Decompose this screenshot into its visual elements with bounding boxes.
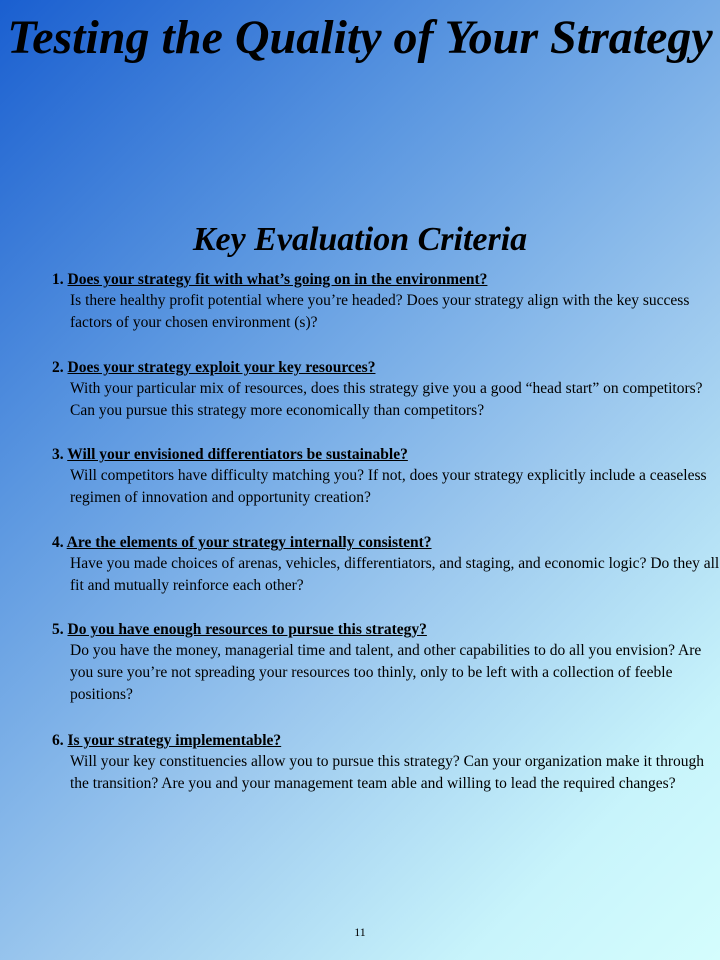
criterion-number: 1. [52,271,64,288]
criterion-1 [52,270,712,334]
criterion-5 [52,620,712,706]
criterion-6 [52,731,712,795]
criterion-question-text: Is your strategy implementable? [67,732,282,749]
criterion-question [52,445,712,465]
criterion-3 [52,445,712,509]
criterion-detail: Will your key constituencies allow you to pursue this strategy? Can your organization make it through the transition? Are you and your management team able and willing to lead the required changes? [70,753,705,792]
criterion-number: 4. [52,534,64,551]
page-title: Testing the Quality of Your Strategy [7,11,713,64]
criterion-number: 3. [52,446,64,463]
criterion-question-text: Will your envisioned differentiators be sustainable? [67,446,408,463]
criterion-detail: Will competitors have difficulty matching you? If not, does your strategy explicitly include a ceaseless regimen of innovation and opportunity creation? [70,467,707,506]
criterion-4 [52,533,720,597]
criterion-detail: Is there healthy profit potential where you’re headed? Does your strategy align with the key success factors of your chosen environment (s)? [70,292,690,331]
page-number: 11 [354,925,366,939]
criterion-question [52,620,712,640]
criterion-number: 6. [52,732,64,749]
criterion-question [52,533,712,553]
criterion-question-text: Are the elements of your strategy internally consistent? [66,534,432,551]
criterion-question [52,270,712,290]
criterion-question [52,731,712,751]
criterion-detail: With your particular mix of resources, does this strategy give you a good “head start” on competitors? Can you pursue this strategy more economically than competitors? [70,380,703,419]
criterion-detail: Have you made choices of arenas, vehicles, differentiators, and staging, and economic logic? Do they all fit and mutually reinforce each other? [70,555,720,594]
criterion-number: 5. [52,621,64,638]
criterion-detail: Do you have the money, managerial time and talent, and other capabilities to do all you envision? Are you sure you’re not spreading your resources too thinly, only to be left with a collection of feeble positions? [70,642,702,703]
criterion-question-text: Do you have enough resources to pursue this strategy? [67,621,427,638]
section-subtitle: Key Evaluation Criteria [192,221,528,258]
criterion-2 [52,358,712,422]
criterion-question-text: Does your strategy exploit your key resources? [67,359,376,376]
criterion-question [52,358,712,378]
criterion-question-text: Does your strategy fit with what’s going on in the environment? [67,271,488,288]
criterion-number: 2. [52,359,64,376]
